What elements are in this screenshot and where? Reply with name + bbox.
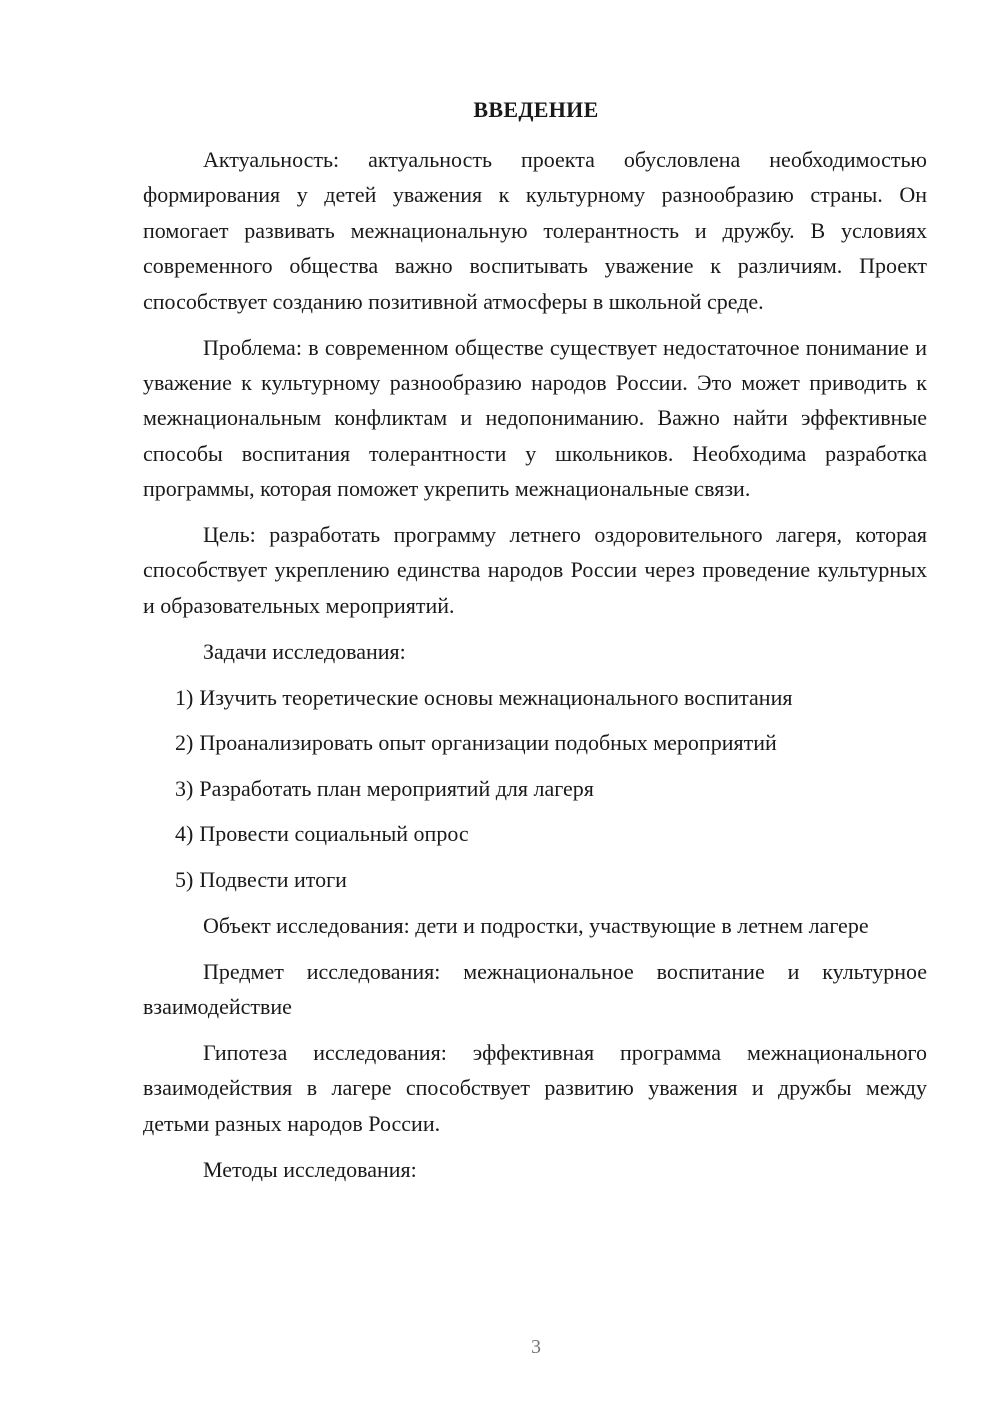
list-item-number: 2) bbox=[175, 730, 194, 756]
list-item-number: 5) bbox=[175, 867, 194, 893]
paragraph-object: Объект исследования: дети и подростки, участвующие в летнем лагере bbox=[203, 912, 869, 938]
list-item bbox=[143, 680, 927, 715]
list-item bbox=[143, 771, 927, 806]
paragraph-subject: Предмет исследования: межнациональное воспитание и культурное взаимодействие bbox=[143, 958, 927, 1019]
document-body bbox=[143, 142, 927, 1198]
paragraph-relevance: Актуальность: актуальность проекта обусловлена необходимостью формирования у детей уважения к культурному разнообразию страны. Он помогает развивать межнациональную толерантность и дружбу. В условиях современного общества важно воспитывать уважение к различиям. Проект способствует созданию позитивной атмосферы в школьной среде. bbox=[143, 147, 927, 314]
list-item bbox=[143, 816, 927, 851]
list-item-text: Разработать план мероприятий для лагеря bbox=[199, 775, 594, 801]
tasks-list bbox=[143, 680, 927, 898]
paragraph-problem: Проблема: в современном обществе существует недостаточное понимание и уважение к культурному разнообразию народов России. Это может приводить к межнациональным конфликтам и недопониманию. Важно найти эффективные способы воспитания толерантности у школьников. Необходима разработка программы, которая поможет укрепить межнациональные связи. bbox=[143, 334, 927, 502]
page-title: ВВЕДЕНИЕ bbox=[473, 97, 599, 122]
list-item-text: Подвести итоги bbox=[199, 867, 347, 893]
list-item-number: 1) bbox=[175, 684, 194, 710]
paragraph-hypothesis: Гипотеза исследования: эффективная программа межнационального взаимодействия в лагере способствует развитию уважения и дружбы между детьми разных народов России. bbox=[143, 1039, 927, 1136]
list-item-text: Провести социальный опрос bbox=[199, 821, 469, 847]
list-item bbox=[143, 862, 927, 897]
page-number: 3 bbox=[531, 1336, 541, 1358]
paragraph-goal: Цель: разработать программу летнего оздоровительного лагеря, которая способствует укреплению единства народов России через проведение культурных и образовательных мероприятий. bbox=[143, 522, 927, 618]
list-item-text: Изучить теоретические основы межнационального воспитания bbox=[199, 684, 793, 710]
list-item bbox=[143, 725, 927, 760]
methods-heading: Методы исследования: bbox=[203, 1156, 417, 1182]
list-item-number: 3) bbox=[175, 775, 194, 801]
list-item-number: 4) bbox=[175, 821, 194, 847]
list-item-text: Проанализировать опыт организации подобных мероприятий bbox=[199, 730, 777, 756]
tasks-heading: Задачи исследования: bbox=[203, 638, 406, 664]
